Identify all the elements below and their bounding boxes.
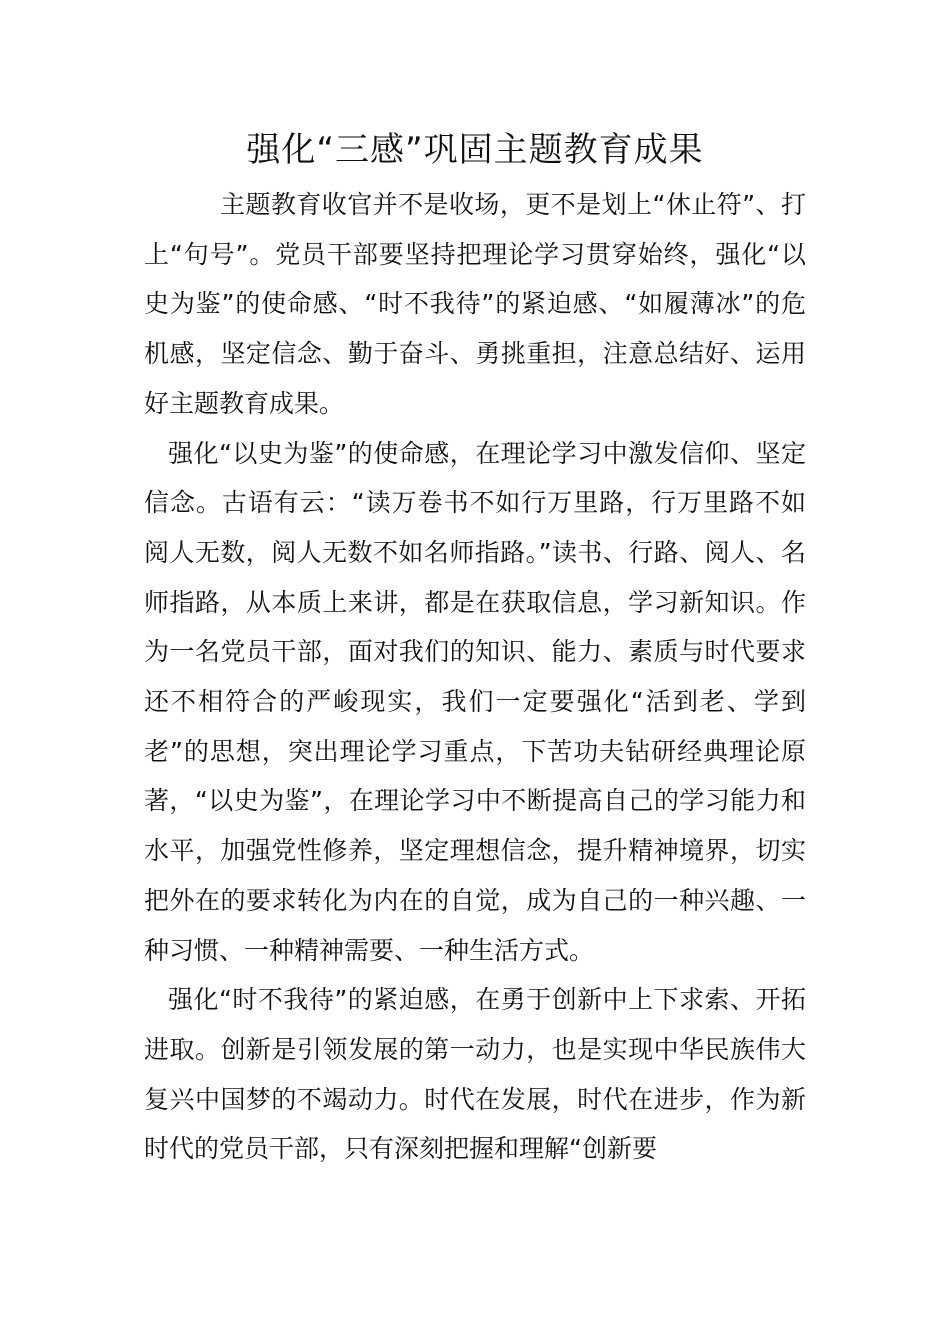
paragraph-intro: 主题教育收官并不是收场，更不是划上“休止符”、打上“句号”。党员干部要坚持把理论学习贯穿始终，强化“以史为鉴”的使命感、“时不我待”的紧迫感、“如履薄冰”的危机感，坚定信念、勤于奋斗、勇挑重担，注意总结好、运用好主题教育成果。 [144,190,806,418]
paragraph-urgency: 强化“时不我待”的紧迫感，在勇于创新中上下求索、开拓进取。创新是引领发展的第一动力，也是实现中华民族伟大复兴中国梦的不竭动力。时代在发展，时代在进步，作为新时代的党员干部，只有深刻把握和理解“创新要 [144,985,806,1164]
paragraph-history-mission: 强化“以史为鉴”的使命感，在理论学习中激发信仰、坚定信念。古语有云：“读万卷书不如行万里路，行万里路不如阅人无数，阅人无数不如名师指路。”读书、行路、阅人、名师指路，从本质上来讲，都是在获取信息，学习新知识。作为一名党员干部，面对我们的知识、能力、素质与时代要求还不相符合的严峻现实，我们一定要强化“活到老、学到老”的思想，突出理论学习重点，下苦功夫钻研经典理论原著，“以史为鉴”，在理论学习中不断提高自己的学习能力和水平，加强党性修养，坚定理想信念，提升精神境界，切实把外在的要求转化为内在的自觉，成为自己的一种兴趣、一种习惯、一种精神需要、一种生活方式。 [144,438,806,965]
document-title: 强化“三感”巩固主题教育成果 [246,130,704,170]
document-body [144,180,806,1174]
